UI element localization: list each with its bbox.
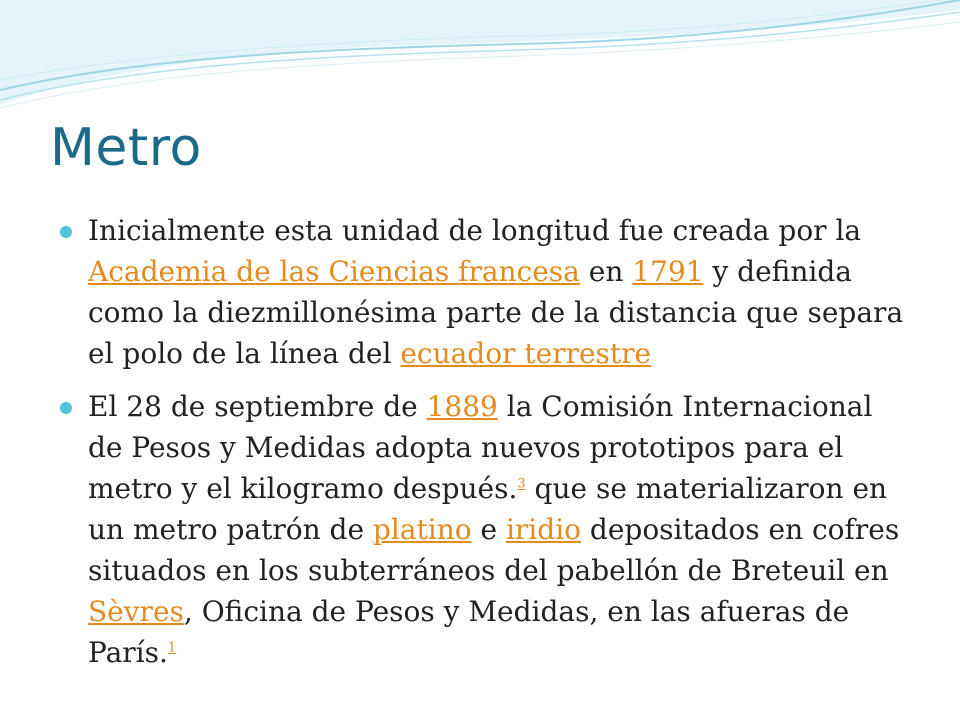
bullet-text: , Oficina de Pesos y Medidas, en las afueras de París. (88, 595, 850, 669)
link-ecuador-terrestre[interactable]: ecuador terrestre (400, 337, 652, 370)
bullet-item (60, 386, 910, 673)
bullet-text: depositados en cofres situados en los subterráneos del pabellón de Breteuil en (88, 513, 900, 587)
bullet-item (60, 210, 910, 374)
footnote-ref-1[interactable]: 1 (167, 640, 177, 656)
link-1791[interactable]: 1791 (632, 255, 704, 288)
decorative-wave-header (0, 0, 960, 120)
link-iridio[interactable]: iridio (505, 513, 581, 546)
footnote-ref-3[interactable]: 3 (517, 476, 526, 492)
bullet-text: Inicialmente esta unidad de longitud fue creada por la (88, 214, 862, 247)
link-sevres[interactable]: Sèvres (88, 595, 184, 628)
bullet-text: la Comisión Internacional de Pesos y Medidas adopta nuevos prototipos para el metro y el kilogramo después. (88, 390, 873, 505)
bullet-list (60, 210, 910, 685)
bullet-text: y definida como la diezmillonésima parte de la distancia que separa el polo de la línea del (88, 255, 904, 370)
slide-title: Metro (50, 118, 202, 178)
bullet-dot-icon (60, 226, 72, 238)
bullet-text: que se materializaron en un metro patrón de (88, 472, 888, 546)
link-academia-ciencias[interactable]: Academia de las Ciencias francesa (88, 255, 580, 288)
link-1889[interactable]: 1889 (426, 390, 498, 423)
bullet-dot-icon (60, 402, 72, 414)
bullet-text: e (471, 513, 506, 546)
bullet-text: en (579, 255, 633, 288)
bullet-text: El 28 de septiembre de (88, 390, 427, 423)
link-platino[interactable]: platino (372, 513, 472, 546)
